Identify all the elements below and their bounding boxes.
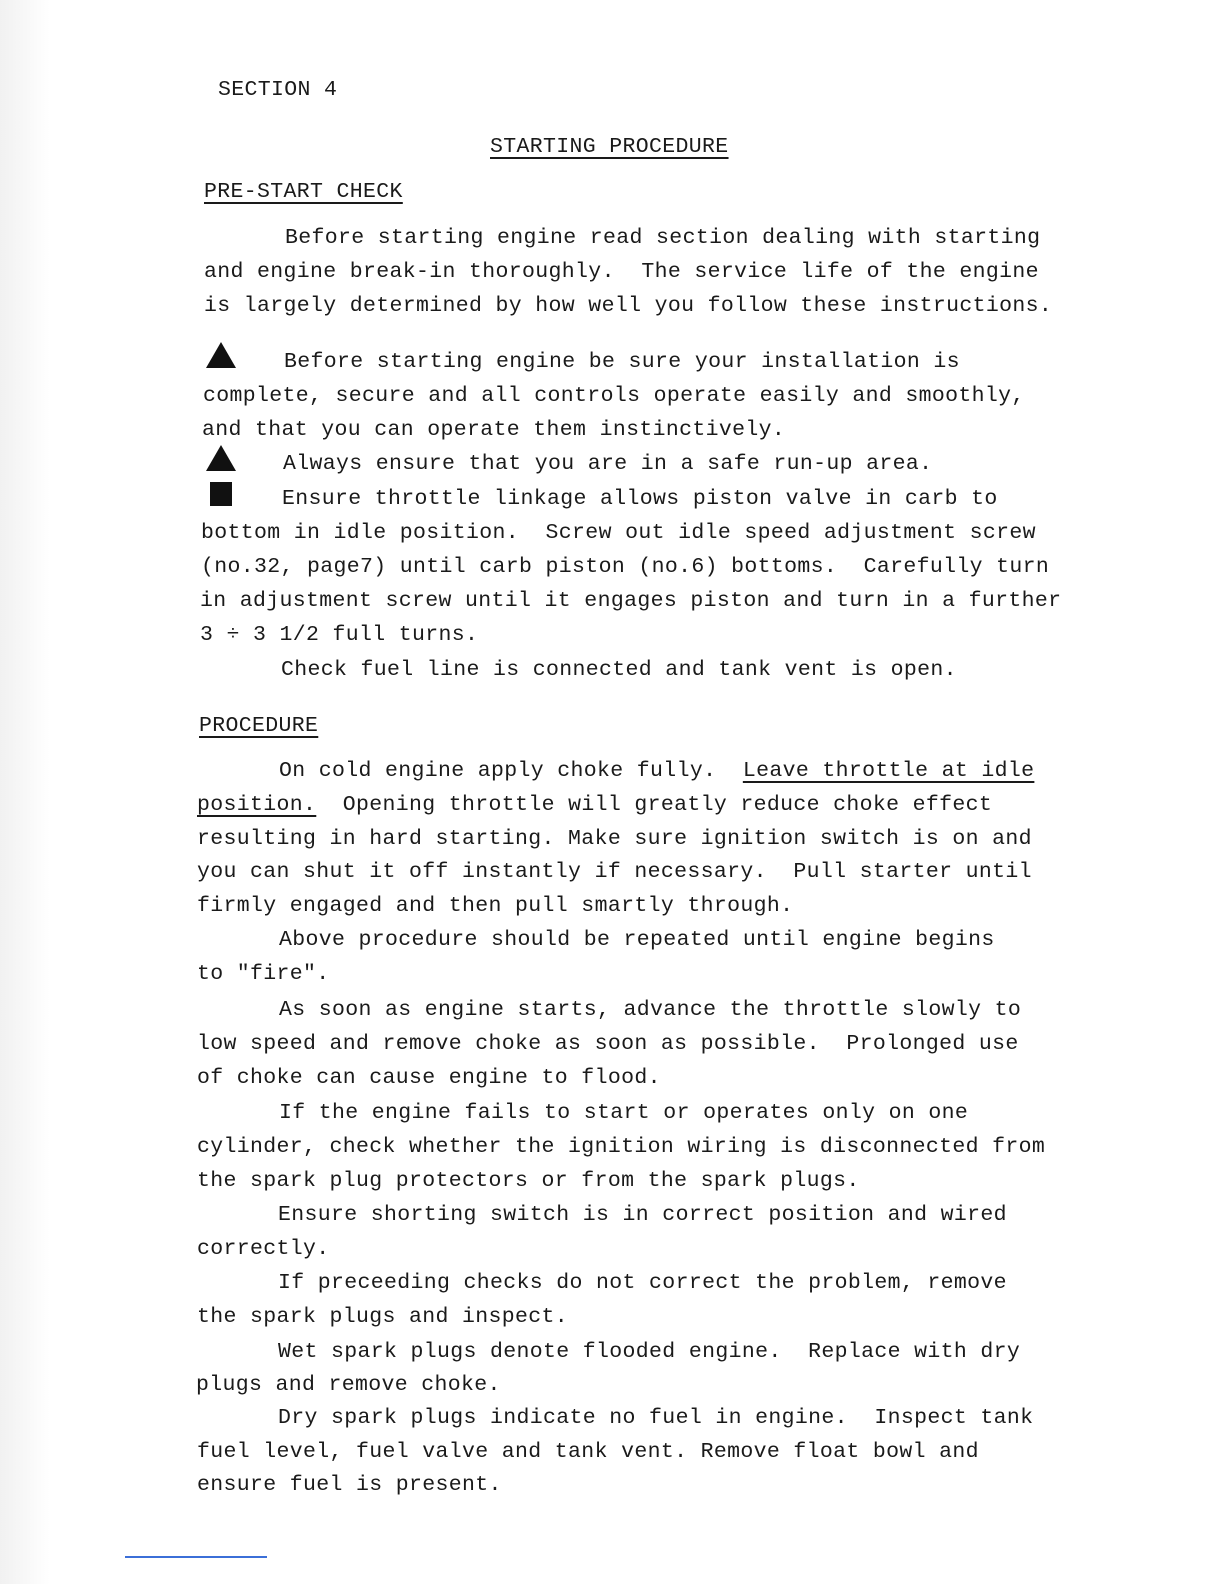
procedure-p8-line-3: ensure fuel is present. [197, 1473, 502, 1497]
notice-line-1: Ensure throttle linkage allows piston valve in carb to [282, 487, 998, 511]
procedure-p6-line-2: the spark plugs and inspect. [197, 1305, 569, 1329]
warning-1-line-2: complete, secure and all controls operate easily and smoothly, [203, 384, 1025, 408]
procedure-p1-line-3: resulting in hard starting. Make sure ignition switch is on and [197, 827, 1032, 851]
notice-line-2: bottom in idle position. Screw out idle speed adjustment screw [201, 521, 1036, 545]
procedure-p2-line-2: to "fire". [197, 962, 330, 986]
procedure-p3-line-2: low speed and remove choke as soon as possible. Prolonged use [197, 1032, 1019, 1056]
procedure-p7-line-1: Wet spark plugs denote flooded engine. Replace with dry [278, 1340, 1021, 1364]
procedure-p1-underline-b: position. [197, 793, 317, 817]
prestart-intro-line-2: and engine break-in thoroughly. The service life of the engine [204, 260, 1039, 284]
procedure-p4-line-1: If the engine fails to start or operates only on one [279, 1101, 969, 1125]
section-label: SECTION 4 [218, 78, 338, 102]
procedure-p1-start: On cold engine apply choke fully. [279, 759, 743, 783]
warning-triangle-icon [206, 445, 236, 471]
procedure-p1-underline-a: Leave throttle at idle [742, 759, 1035, 783]
procedure-p4-line-2: cylinder, check whether the ignition wiring is disconnected from [197, 1135, 1046, 1159]
prestart-intro-line-3: is largely determined by how well you follow these instructions. [204, 294, 1053, 318]
procedure-p3-line-1: As soon as engine starts, advance the throttle slowly to [279, 998, 1022, 1022]
procedure-p3-line-3: of choke can cause engine to flood. [197, 1066, 661, 1090]
footer-rule [125, 1556, 267, 1558]
prestart-intro-line-1: Before starting engine read section dealing with starting [285, 226, 1041, 250]
procedure-p1-line-1 [279, 757, 1034, 785]
procedure-p7-line-2: plugs and remove choke. [196, 1373, 501, 1397]
warning-2-line: Always ensure that you are in a safe run-up area. [283, 452, 933, 476]
procedure-p1-line-5: firmly engaged and then pull smartly through. [197, 894, 794, 918]
procedure-p1-line-4: you can shut it off instantly if necessary. Pull starter until [197, 860, 1032, 884]
procedure-p8-line-2: fuel level, fuel valve and tank vent. Remove float bowl and [197, 1440, 979, 1464]
procedure-p4-line-3: the spark plug protectors or from the spark plugs. [197, 1169, 860, 1193]
scan-edge-shadow [0, 0, 50, 1584]
procedure-p5-line-1: Ensure shorting switch is in correct position and wired [278, 1203, 1007, 1227]
warning-triangle-icon [206, 342, 236, 368]
procedure-p1-rest: Opening throttle will greatly reduce choke effect [316, 793, 993, 817]
warning-1-line-3: and that you can operate them instinctively. [202, 418, 786, 442]
procedure-p8-line-1: Dry spark plugs indicate no fuel in engine. Inspect tank [278, 1406, 1034, 1430]
warning-1-line-1: Before starting engine be sure your installation is [284, 350, 960, 374]
notice-line-5: 3 ÷ 3 1/2 full turns. [200, 623, 479, 647]
notice-line-4: in adjustment screw until it engages piston and turn in a further [200, 589, 1062, 613]
notice-line-3: (no.32, page7) until carb piston (no.6) bottoms. Carefully turn [201, 555, 1050, 579]
prestart-heading: PRE-START CHECK [204, 180, 403, 204]
procedure-heading: PROCEDURE [199, 714, 319, 738]
page-title: STARTING PROCEDURE [490, 135, 729, 159]
procedure-p1-line-2 [197, 791, 992, 819]
fuel-check-line: Check fuel line is connected and tank vent is open. [281, 658, 957, 682]
procedure-p6-line-1: If preceeding checks do not correct the problem, remove [278, 1271, 1007, 1295]
notice-square-icon [210, 482, 232, 506]
procedure-p2-line-1: Above procedure should be repeated until engine begins [279, 928, 995, 952]
procedure-p5-line-2: correctly. [197, 1237, 330, 1261]
